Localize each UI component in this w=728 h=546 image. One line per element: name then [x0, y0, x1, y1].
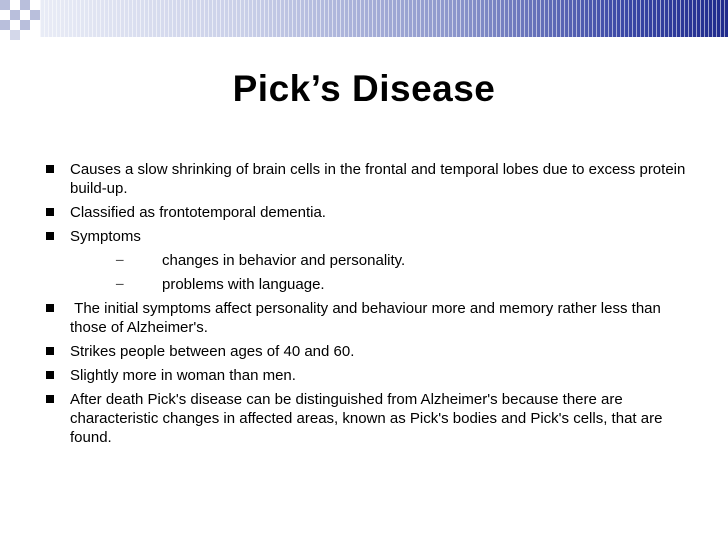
- bullet-text: After death Pick's disease can be distinguished from Alzheimer's because there are characteristic changes in affected areas, known as Pick's bodies and Pick's cells, that are found.: [70, 391, 663, 446]
- bullet-text: Symptoms: [70, 228, 141, 245]
- sub-bullet-text: problems with language.: [162, 276, 325, 293]
- sub-bullet-item: [44, 275, 694, 294]
- square-bullet-icon: [46, 304, 54, 312]
- dash-bullet-icon: –: [116, 276, 124, 292]
- bullet-list: [44, 160, 694, 452]
- square-bullet-icon: [46, 232, 54, 240]
- checker-square: [10, 10, 20, 20]
- checker-square: [0, 20, 10, 30]
- checker-square: [20, 20, 30, 30]
- bullet-text: The initial symptoms affect personality and behaviour more and memory rather less than those of Alzheimer's.: [70, 300, 666, 336]
- bullet-text: Slightly more in woman than men.: [70, 367, 296, 384]
- bullet-text: Classified as frontotemporal dementia.: [70, 204, 326, 221]
- slide-title: Pick’s Disease: [232, 68, 496, 109]
- bullet-item: [44, 390, 694, 447]
- sub-bullet-text: changes in behavior and personality.: [162, 252, 406, 269]
- bullet-item: [44, 366, 694, 385]
- bullet-item: [44, 299, 694, 337]
- square-bullet-icon: [46, 395, 54, 403]
- square-bullet-icon: [46, 347, 54, 355]
- bullet-item: [44, 342, 694, 361]
- bullet-item: [44, 227, 694, 246]
- top-gradient-band: [40, 0, 728, 37]
- bullet-text: Strikes people between ages of 40 and 60.: [70, 343, 355, 360]
- bullet-text: Causes a slow shrinking of brain cells in the frontal and temporal lobes due to excess protein build-up.: [70, 161, 686, 197]
- checker-square: [30, 10, 40, 20]
- bullet-item: [44, 203, 694, 222]
- sub-bullet-item: [44, 251, 694, 270]
- checker-square: [20, 0, 30, 10]
- square-bullet-icon: [46, 165, 54, 173]
- dash-bullet-icon: –: [116, 252, 124, 268]
- square-bullet-icon: [46, 208, 54, 216]
- checker-square: [10, 30, 20, 40]
- checker-square: [0, 0, 10, 10]
- bullet-item: [44, 160, 694, 198]
- square-bullet-icon: [46, 371, 54, 379]
